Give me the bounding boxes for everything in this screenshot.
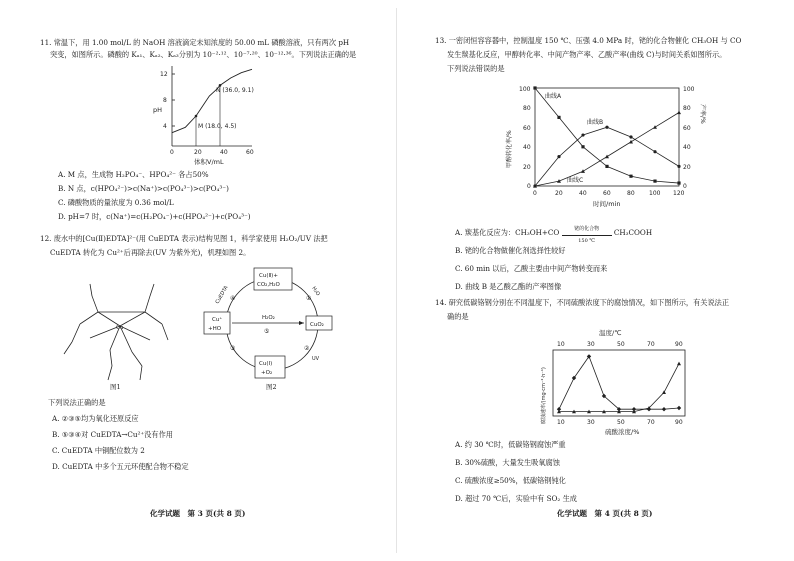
q12-option-d: D. CuEDTA 中多个五元环使配合物不稳定 [52, 462, 189, 471]
q14-line1: 14. 研究低碳铬钢分别在不同温度下，不同硫酸浓度下的腐蚀情况，如下图所示，有关说法正 [435, 298, 730, 307]
cycle-left-1: Cu⁺ [212, 317, 223, 323]
q14-xlabel: 硫酸浓度/% [605, 428, 640, 436]
cycle-top-2: CO₂,H₂O [257, 282, 280, 288]
q12-option-c: C. CuEDTA 中铜配位数为 2 [52, 446, 145, 455]
q13-option-b: B. 铑的化合物做催化剂选择性较好 [455, 246, 566, 255]
q14-series-line-0 [559, 356, 679, 409]
q13-option-a-pre: A. 羰基化反应为：CH₃OH+CO [455, 228, 560, 237]
q13-y2tick-20: 20 [683, 164, 691, 171]
q14-series-1-point-7 [662, 390, 666, 394]
q13-series-2-point-3 [605, 155, 609, 159]
q13-y2tick-60: 60 [683, 125, 691, 132]
q13-series-1-point-1 [557, 155, 560, 158]
q13-series-0-point-6 [677, 181, 680, 184]
q13-line3: 下列说法错误的是 [447, 64, 505, 73]
q11-xtick-40: 40 [220, 149, 228, 156]
q14-top-label: 温度/℃ [599, 329, 622, 337]
q14-series-0-point-7 [662, 407, 666, 411]
q13-xtick-120: 120 [673, 190, 685, 197]
q13-xtick-40: 40 [579, 190, 587, 197]
q11-point-n: N (36.0, 9.1) [216, 87, 254, 94]
q14-top-tick-70: 70 [647, 341, 655, 348]
q14-bottom-tick-90: 90 [675, 419, 683, 426]
page4-footer: 化学试题 第 4 页(共 8 页) [557, 509, 653, 518]
q13-ylabel-left: 甲醇转化率/% [506, 130, 513, 168]
q13-series-2-point-4 [629, 140, 633, 144]
q13-series-2-point-6 [677, 111, 681, 115]
cycle-left-2: +HO [208, 326, 222, 332]
q13-series-0-point-3 [605, 165, 608, 168]
q13-series-0-point-2 [581, 145, 584, 148]
cycle-top-1: Cu(Ⅱ)+ [259, 273, 278, 279]
q13-line1: 13. 一密闭恒容容器中，控制温度 150 ℃、压强 4.0 MPa 时，铑的化合物催化 CH₃OH 与 CO [435, 36, 742, 45]
q13-xtick-80: 80 [627, 190, 635, 197]
page-4 [397, 0, 794, 561]
q11-xtick-20: 20 [194, 149, 202, 156]
q13-xtick-0: 0 [533, 190, 537, 197]
point-m-marker [195, 115, 198, 118]
q11-xtick-0: 0 [170, 149, 174, 156]
cycle-n5: ⑤ [264, 328, 270, 335]
cycle-edge-uv: UV [312, 356, 320, 362]
cycle-n4: ④ [230, 295, 236, 302]
cu-atom-label: Cu [116, 325, 124, 331]
cycle-edge-left: CuEDTA [214, 284, 230, 305]
q11-option-b: B. N 点，c(HPO₄²⁻)>c(Na⁺)>c(PO₄³⁻)>c(PO₄³⁻) [58, 184, 229, 193]
q11-titration-chart [150, 60, 260, 168]
q14-corrosion-chart [509, 326, 709, 438]
q11-option-a: A. M 点，生成物 H₂PO₄⁻、HPO₄²⁻ 各占50% [58, 170, 209, 179]
q13-y2tick-100: 100 [683, 86, 695, 93]
q13-ytick-40: 40 [523, 144, 531, 151]
q13-xtick-60: 60 [603, 190, 611, 197]
q13-series-1-point-5 [653, 150, 656, 153]
q13-option-d: D. 曲线 B 是乙酸乙酯的产率图像 [455, 282, 562, 291]
cycle-center: H₂O₂ [262, 315, 275, 321]
q11-option-d: D. pH=7 时，c(Na⁺)=c(H₂PO₄⁻)+c(HPO₄²⁻)+c(PO₄³⁻) [58, 212, 251, 221]
cycle-n1: ① [306, 295, 312, 302]
q11-ytick-4: 4 [163, 123, 167, 130]
q12-fig1-caption: 图1 [110, 383, 121, 391]
q13-series-1-point-3 [605, 126, 608, 129]
page3-footer: 化学试题 第 3 页(共 8 页) [150, 509, 246, 518]
q14-bottom-tick-10: 10 [557, 419, 565, 426]
q14-bottom-tick-30: 30 [587, 419, 595, 426]
q13-xlabel: 时间/min [593, 200, 621, 208]
q14-line2: 确的是 [447, 312, 469, 321]
q11-ytick-8: 8 [163, 97, 167, 104]
q13-series-2-point-2 [581, 169, 585, 173]
q13-option-c: C. 60 min 以后，乙酸主要由中间产物转变而来 [455, 264, 608, 273]
q11-point-m: M (18.0, 4.5) [198, 123, 237, 130]
q13-series-0-point-0 [533, 86, 536, 89]
q13-ytick-100: 100 [519, 86, 531, 93]
q13-y2tick-0: 0 [683, 183, 687, 190]
q14-top-tick-30: 30 [587, 341, 595, 348]
q13-option-a-post: CH₃COOH [613, 228, 653, 237]
q11-line2: 突变，如图所示。磷酸的 Kₐ₁、Kₐ₂、Kₐ₃分别为 10⁻²·¹²、10⁻⁷·²⁰、10⁻¹²·³⁶。下列说法正确的是 [50, 50, 357, 59]
cycle-edge-right: H₂O [310, 285, 321, 298]
q13-ylabel-right: 产率/% [699, 104, 706, 124]
q13-series-1-point-6 [677, 165, 680, 168]
q14-series-0-point-8 [677, 406, 681, 410]
q13-series-1-point-4 [629, 135, 632, 138]
q13-label-c: 曲线C [567, 177, 584, 184]
q12-fig1-structure [50, 268, 190, 388]
q13-xtick-100: 100 [649, 190, 661, 197]
q14-series-line-1 [559, 364, 679, 412]
q13-option-a-cond-top: 铑的化合物 [574, 225, 600, 232]
q13-series-line-2 [535, 113, 679, 187]
q14-bottom-tick-70: 70 [647, 419, 655, 426]
q14-option-d: D. 超过 70 ℃后，实验中有 SO₂ 生成 [455, 494, 577, 503]
q11-option-c: C. 磷酸物质的量浓度为 0.36 mol/L [58, 198, 174, 207]
q14-ylabel: 腐蚀速率/(mg·cm⁻²·h⁻¹) [541, 367, 547, 424]
q13-series-0-point-1 [557, 116, 560, 119]
q12-line1: 12. 废水中的[Cu(Ⅱ)EDTA]²⁻(用 CuEDTA 表示)结构见图 1，科学家使用 H₂O₂/UV 法把 [40, 234, 328, 243]
cycle-n2: ② [304, 345, 310, 352]
q14-option-b: B. 30%硫酸，大量发生吸氧腐蚀 [455, 458, 560, 467]
q13-ytick-20: 20 [523, 164, 531, 171]
q14-top-tick-90: 90 [675, 341, 683, 348]
q11-ytick-12: 12 [160, 71, 168, 78]
q13-y2tick-40: 40 [683, 144, 691, 151]
q11-curve [172, 69, 252, 146]
q13-series-line-0 [535, 88, 679, 183]
q14-top-tick-50: 50 [617, 341, 625, 348]
cycle-bottom-1: Cu(Ⅰ) [259, 361, 273, 367]
q11-ylabel: pH [153, 106, 163, 114]
q13-xtick-20: 20 [555, 190, 563, 197]
q13-series-2-point-5 [653, 125, 657, 129]
q13-label-b: 曲线B [587, 119, 604, 126]
q14-option-c: C. 硫酸浓度≥50%，低碳铬钢钝化 [455, 476, 566, 485]
q14-option-a: A. 约 30 ℃时，低碳铬钢腐蚀严重 [455, 440, 566, 449]
q13-y2tick-80: 80 [683, 105, 691, 112]
q12-fig2-caption: 图2 [266, 383, 277, 391]
cycle-bottom-2: +O₂ [261, 370, 273, 376]
q13-ytick-80: 80 [523, 105, 531, 112]
q14-series-1-point-8 [677, 362, 681, 366]
q13-ytick-0: 0 [527, 183, 531, 190]
q12-stem: 下列说法正确的是 [48, 398, 106, 407]
q11-xlabel: 体积V/mL [194, 158, 224, 166]
q13-conversion-chart [497, 78, 727, 214]
q14-bottom-tick-50: 50 [617, 419, 625, 426]
cycle-n3: ③ [230, 345, 236, 352]
q12-option-b: B. ⑤③④对 CuEDTA→Cu²⁺没有作用 [52, 430, 173, 439]
q11-line1: 11. 常温下，用 1.00 mol/L 的 NaOH 溶液滴定未知浓度的 50.00 mL 磷酸溶液，只有两次 pH [40, 38, 350, 47]
q13-series-0-point-4 [629, 175, 632, 178]
q13-line2: 发生羰基化反应，甲醇转化率、中间产物产率、乙酸产率(曲线 C)与时间关系如图所示。 [447, 50, 727, 59]
q13-ytick-60: 60 [523, 125, 531, 132]
q12-fig2-cycle [200, 262, 340, 387]
q13-option-a-cond-bottom: 150 ℃ [578, 237, 595, 244]
q13-option-a [455, 225, 653, 244]
q12-line2: CuEDTA 转化为 Cu²⁺后再除去(UV 为紫外光)，机理如图 2。 [50, 248, 251, 257]
q13-label-a: 曲线A [545, 93, 562, 100]
q13-series-0-point-5 [653, 180, 656, 183]
q14-top-tick-10: 10 [557, 341, 565, 348]
q12-option-a: A. ②③⑤均为氧化还原反应 [52, 414, 139, 423]
cycle-right: CuO₂ [310, 322, 324, 328]
q11-xtick-60: 60 [246, 149, 254, 156]
q13-series-1-point-2 [581, 133, 584, 136]
